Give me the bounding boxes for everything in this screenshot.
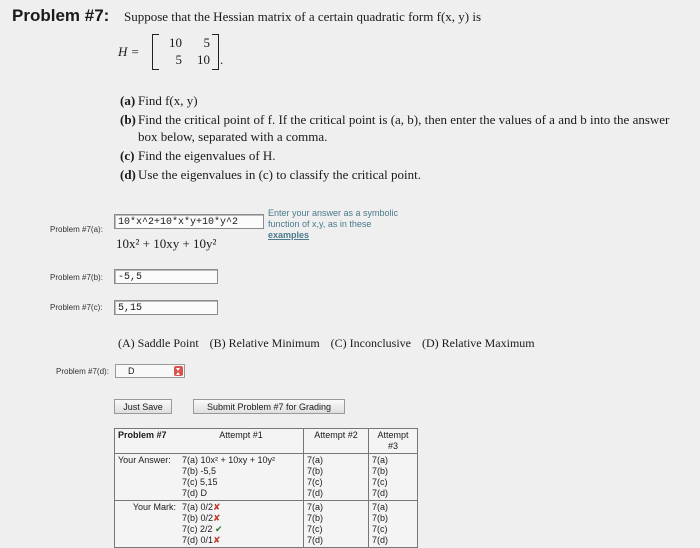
table-header: Attempt #1 <box>179 429 304 454</box>
list-item: 7(a) 10x² + 10xy + 10y² <box>182 455 276 465</box>
cross-icon: ✘ <box>213 513 221 523</box>
list-item: 7(d) <box>307 535 324 545</box>
check-icon: ✔ <box>215 524 223 534</box>
table-row <box>115 454 418 501</box>
list-item: 7(d) D <box>182 488 208 498</box>
matrix-lhs: H = <box>118 44 140 59</box>
classification-choices <box>118 336 543 351</box>
attempt1-marks <box>179 501 304 548</box>
attempts-table <box>114 428 418 548</box>
list-item: 7(b) <box>307 513 324 523</box>
answer-hint: Enter your answer as a symbolic function of x,y, as in these examples <box>268 208 399 240</box>
problem-statement: Suppose that the Hessian matrix of a certain quadratic form f(x, y) is <box>124 9 482 24</box>
cross-icon: ✘ <box>213 535 221 545</box>
list-item: 7(d) <box>372 488 389 498</box>
dropdown-arrow-icon[interactable] <box>174 366 183 376</box>
answer-d-selected: D <box>128 366 135 376</box>
choice-d: (D) Relative Maximum <box>421 336 535 350</box>
choice-b: (B) Relative Minimum <box>209 336 320 350</box>
answer-b-label: Problem #7(b): <box>50 273 103 282</box>
table-header-row <box>115 429 418 454</box>
table-row <box>115 501 418 548</box>
list-item: 7(d) 0/1✘ <box>182 535 221 545</box>
list-item: 7(b) 0/2✘ <box>182 513 221 523</box>
list-item: 7(c) 5,15 <box>182 477 218 487</box>
part-b: (b) Find the critical point of f. If the critical point is (a, b), then enter the values of a and b into the answer box below, separated with a comma. <box>120 112 670 144</box>
list-item: 7(a) <box>307 502 324 512</box>
list-item: 7(d) <box>372 535 389 545</box>
matrix-cell: 10 <box>197 52 210 67</box>
problem-title: Problem #7: <box>12 6 110 25</box>
attempt3-answers <box>369 454 418 501</box>
matrix-right-bracket <box>212 34 219 70</box>
table-header: Attempt #2 <box>304 429 369 454</box>
attempt2-answers <box>304 454 369 501</box>
hessian-matrix <box>118 34 238 70</box>
list-item: 7(b) -5,5 <box>182 466 217 476</box>
matrix-cell: 5 <box>203 35 210 50</box>
choice-c: (C) Inconclusive <box>330 336 411 350</box>
examples-link[interactable]: examples <box>268 230 310 240</box>
list-item: 7(c) 2/2 ✔ <box>182 524 223 534</box>
matrix-trail: . <box>220 52 224 67</box>
attempt1-answers <box>179 454 304 501</box>
part-d: (d) Use the eigenvalues in (c) to classify the critical point. <box>120 167 422 182</box>
answer-c-input[interactable]: 5,15 <box>114 300 218 315</box>
list-item: 7(c) <box>372 477 388 487</box>
matrix-cell: 10 <box>169 35 182 50</box>
part-c: (c) Find the eigenvalues of H. <box>120 148 276 163</box>
your-mark-label: Your Mark: <box>115 501 180 548</box>
answer-d-select[interactable] <box>115 364 185 378</box>
list-item: 7(a) <box>372 455 389 465</box>
list-item: 7(c) <box>372 524 388 534</box>
table-header: Problem #7 <box>115 429 180 454</box>
list-item: 7(b) <box>307 466 324 476</box>
just-save-button[interactable]: Just Save <box>114 399 172 414</box>
matrix-cell: 5 <box>175 52 182 67</box>
answer-b-input[interactable]: -5,5 <box>114 269 218 284</box>
answer-a-label: Problem #7(a): <box>50 225 103 234</box>
list-item: 7(a) <box>307 455 324 465</box>
cross-icon: ✘ <box>213 502 221 512</box>
answer-a-input[interactable]: 10*x^2+10*x*y+10*y^2 <box>114 214 264 229</box>
answer-c-label: Problem #7(c): <box>50 303 103 312</box>
list-item: 7(d) <box>307 488 324 498</box>
problem-parts <box>120 92 690 185</box>
list-item: 7(c) <box>307 477 323 487</box>
choice-a: (A) Saddle Point <box>118 336 199 350</box>
part-a: (a) Find f(x, y) <box>120 93 198 108</box>
your-answer-label: Your Answer: <box>115 454 180 501</box>
attempt2-marks <box>304 501 369 548</box>
list-item: 7(b) <box>372 466 389 476</box>
attempt3-marks <box>369 501 418 548</box>
list-item: 7(b) <box>372 513 389 523</box>
list-item: 7(a) 0/2✘ <box>182 502 221 512</box>
table-header: Attempt #3 <box>369 429 418 454</box>
answer-d-label: Problem #7(d): <box>56 367 109 376</box>
list-item: 7(a) <box>372 502 389 512</box>
list-item: 7(c) <box>307 524 323 534</box>
submit-button[interactable]: Submit Problem #7 for Grading <box>193 399 345 414</box>
answer-a-preview: 10x² + 10xy + 10y² <box>116 236 217 251</box>
